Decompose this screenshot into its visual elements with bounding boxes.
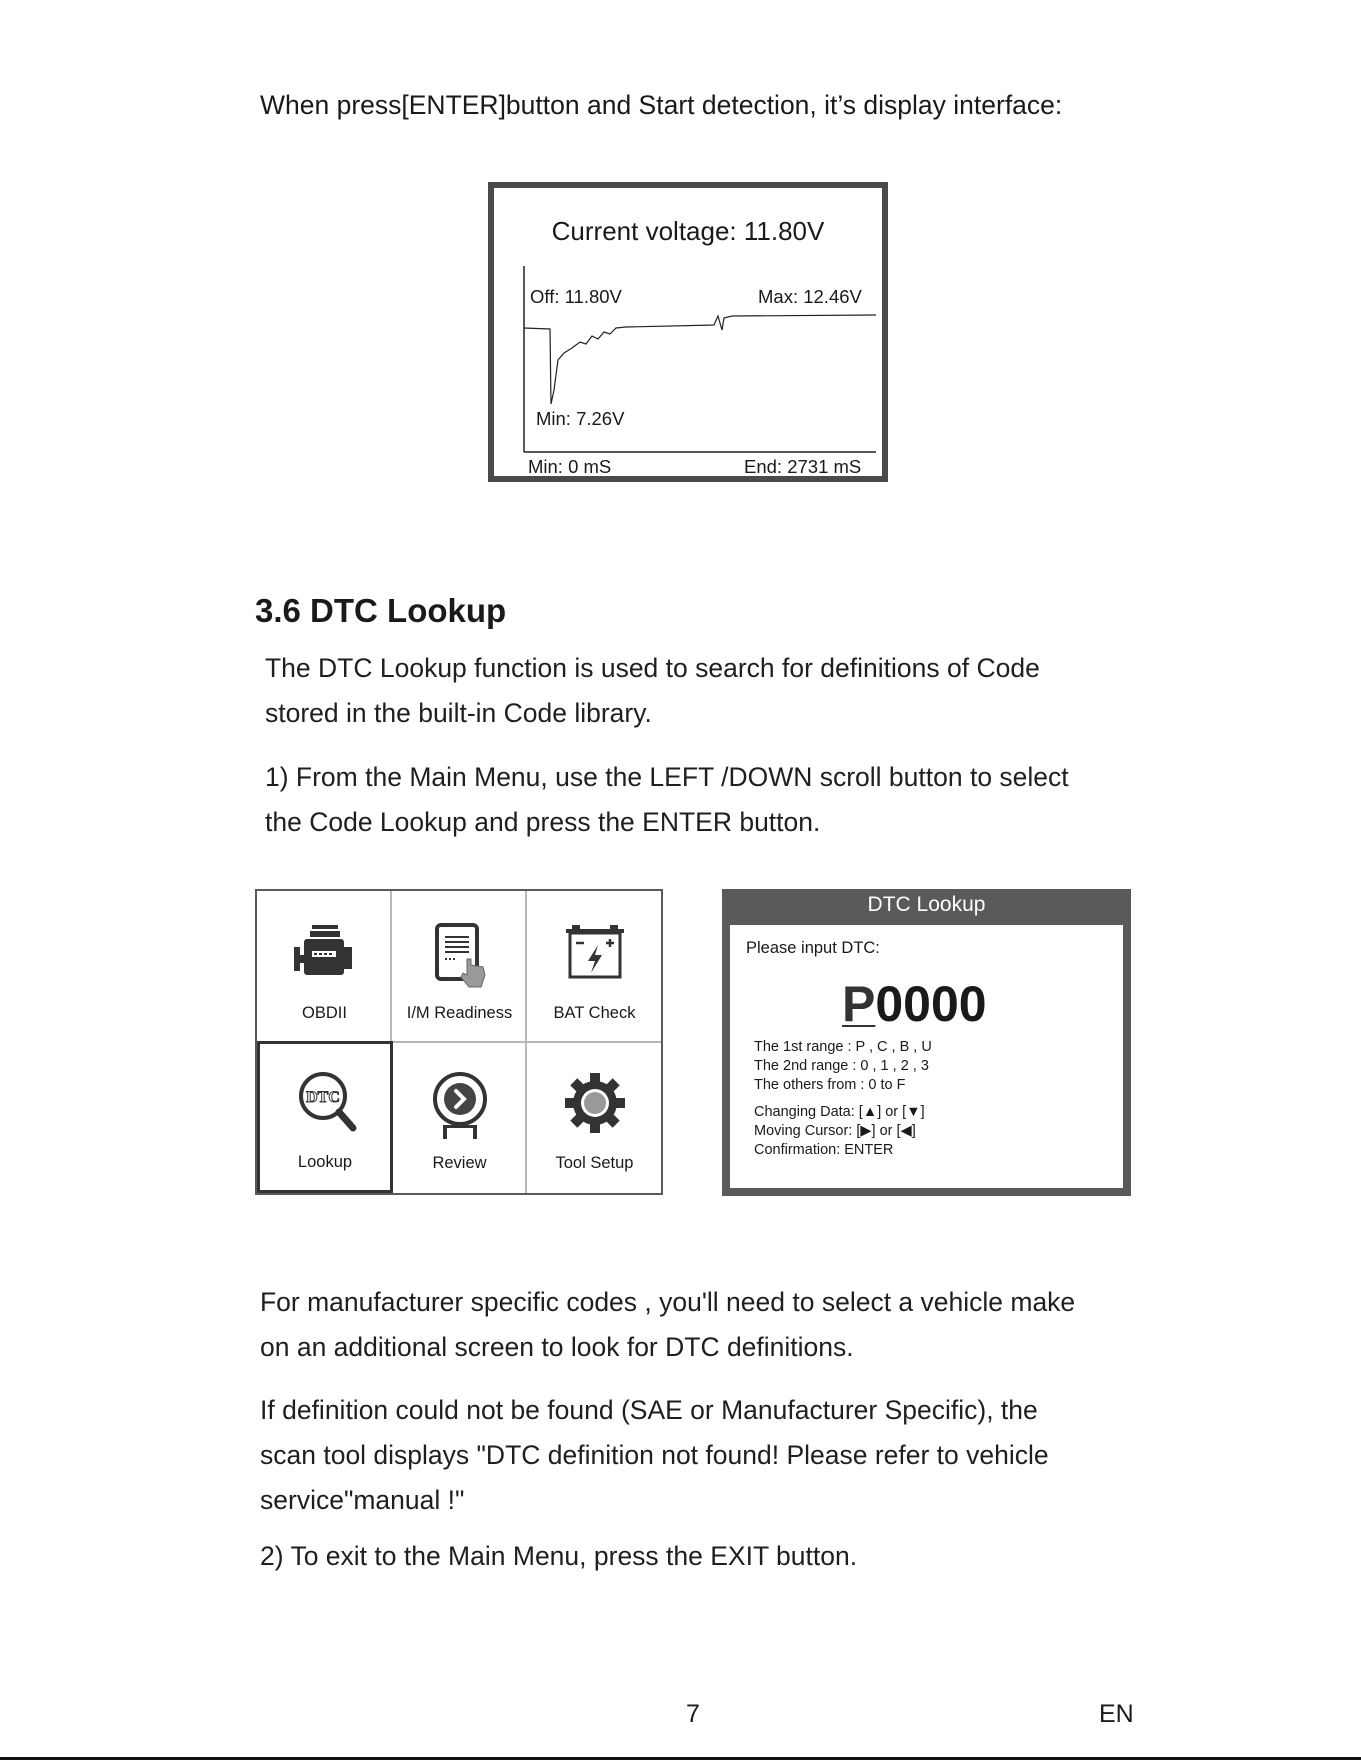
paragraph-step-2: 2) To exit to the Main Menu, press the EXIT button.	[260, 1541, 858, 1571]
text-line: scan tool displays "DTC definition not found! Please refer to vehicle	[260, 1440, 1049, 1470]
text-line: on an additional screen to look for DTC definitions.	[260, 1332, 854, 1362]
dtc-screen-title: DTC Lookup	[867, 893, 986, 916]
text-line: service"manual !"	[260, 1485, 465, 1515]
range-line: The 1st range : P , C , B , U	[754, 1039, 932, 1055]
engine-icon	[292, 919, 358, 991]
svg-text:DTC: DTC	[306, 1089, 340, 1106]
range-line: The others from : 0 to F	[754, 1077, 906, 1093]
dtc-screen-body	[730, 925, 1123, 1188]
down-arrow-icon: ▼	[906, 1104, 921, 1120]
menu-item-label: Review	[432, 1154, 487, 1172]
dtc-code-cursor-char[interactable]: P	[842, 976, 876, 1032]
menu-item-label: I/M Readiness	[406, 1004, 513, 1022]
dtc-lookup-screen	[722, 889, 1131, 1196]
left-arrow-icon: ◀	[900, 1123, 912, 1139]
intro-text: When press[ENTER]button and Start detection, it’s display interface:	[260, 90, 1063, 120]
voltage-trace	[524, 315, 876, 404]
menu-item-im-readiness[interactable]	[392, 891, 527, 1041]
up-arrow-icon: ▲	[862, 1104, 878, 1120]
voltage-title: Current voltage: 11.80V	[551, 216, 825, 246]
text-line: For manufacturer specific codes , you'll need to select a vehicle make	[260, 1287, 1076, 1317]
review-icon	[427, 1069, 493, 1141]
battery-icon	[562, 919, 628, 991]
dtc-code-digits: 0000	[875, 976, 987, 1032]
paragraph-step-1	[265, 755, 1069, 845]
max-voltage-label: Max: 12.46V	[758, 286, 862, 307]
paragraph-definition-not-found	[260, 1388, 1049, 1523]
confirmation-line: Confirmation: ENTER	[754, 1142, 894, 1158]
moving-cursor-label: Moving Cursor: [	[754, 1123, 861, 1139]
menu-item-label: Tool Setup	[555, 1154, 634, 1172]
menu-item-tool-setup[interactable]	[527, 1041, 662, 1191]
menu-item-label: Lookup	[297, 1153, 353, 1171]
section-heading: 3.6 DTC Lookup	[255, 592, 507, 629]
tablet-tap-icon	[427, 919, 493, 991]
min-time-label: Min: 0 mS	[528, 456, 612, 477]
changing-data-line	[754, 1103, 925, 1122]
changing-data-label: Changing Data: [	[754, 1104, 863, 1120]
page-number: 7	[686, 1700, 700, 1728]
menu-item-lookup[interactable]	[257, 1041, 393, 1193]
bracket-text: ]	[911, 1123, 916, 1139]
dtc-range-info	[754, 1038, 932, 1095]
dtc-prompt: Please input DTC:	[746, 939, 880, 957]
or-text: ] or [	[877, 1104, 907, 1120]
menu-item-bat-check[interactable]	[527, 891, 662, 1041]
paragraph-dtc-description	[265, 646, 1040, 736]
gear-icon	[562, 1069, 628, 1141]
voltage-graph	[494, 188, 882, 476]
menu-item-review[interactable]	[392, 1041, 527, 1191]
text-line: the Code Lookup and press the ENTER button.	[265, 807, 821, 837]
end-time-label: End: 2731 mS	[744, 456, 862, 477]
text-line: 1) From the Main Menu, use the LEFT /DOWN scroll button to select	[265, 762, 1069, 792]
dtc-search-icon	[295, 1068, 361, 1140]
text-line: stored in the built-in Code library.	[265, 698, 652, 728]
language-tag: EN	[1099, 1700, 1134, 1728]
moving-cursor-line	[754, 1122, 925, 1141]
text-line: The DTC Lookup function is used to search for definitions of Code	[265, 653, 1040, 683]
dtc-help-info	[754, 1103, 925, 1160]
menu-item-obdii[interactable]	[257, 891, 392, 1041]
menu-item-label: OBDII	[302, 1004, 347, 1022]
dtc-code-input[interactable]	[842, 975, 987, 1033]
text-line: If definition could not be found (SAE or Manufacturer Specific), the	[260, 1395, 1038, 1425]
paragraph-manufacturer-codes	[260, 1280, 1075, 1370]
off-voltage-label: Off: 11.80V	[530, 286, 622, 307]
min-voltage-label: Min: 7.26V	[536, 408, 625, 429]
voltage-screen	[488, 182, 888, 482]
bracket-text: ]	[920, 1104, 925, 1120]
or-text: ] or [	[871, 1123, 901, 1139]
right-arrow-icon: ▶	[860, 1123, 872, 1139]
range-line: The 2nd range : 0 , 1 , 2 , 3	[754, 1058, 929, 1074]
footer-rule	[0, 1757, 1361, 1760]
main-menu-grid	[255, 889, 663, 1195]
menu-item-label: BAT Check	[553, 1004, 636, 1022]
